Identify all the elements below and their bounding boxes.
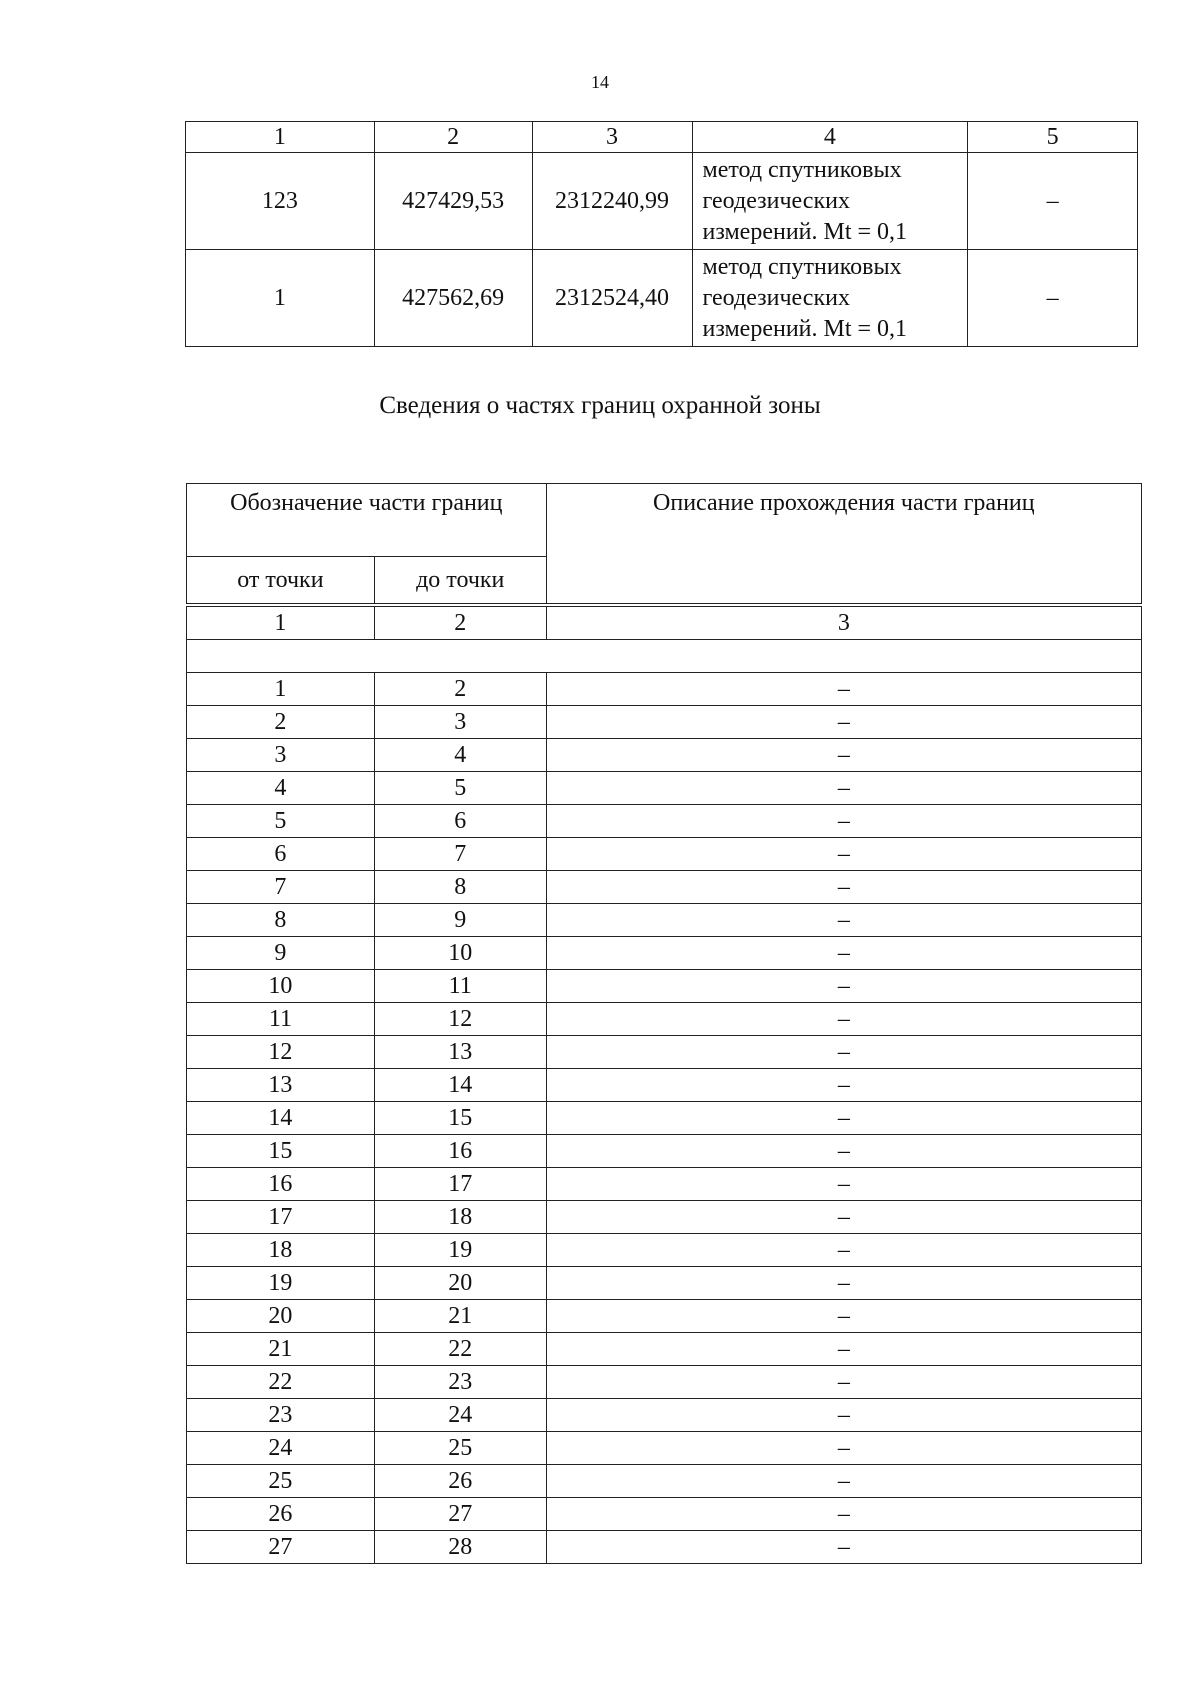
description: –: [546, 1168, 1141, 1201]
from-point: 21: [187, 1333, 375, 1366]
table-row: [187, 1399, 1142, 1432]
x-coordinate: 427562,69: [374, 250, 532, 347]
from-point: 6: [187, 838, 375, 871]
section-title: Сведения о частях границ охранной зоны: [379, 392, 821, 419]
column-number: 1: [187, 605, 375, 640]
to-point: 25: [374, 1432, 546, 1465]
column-number: 2: [374, 605, 546, 640]
to-point: 10: [374, 937, 546, 970]
table-row: [187, 970, 1142, 1003]
from-point: 8: [187, 904, 375, 937]
description: –: [546, 871, 1141, 904]
description: –: [546, 772, 1141, 805]
table-row: [187, 1531, 1142, 1564]
point-number: 1: [186, 250, 375, 347]
description: –: [546, 739, 1141, 772]
y-coordinate: 2312524,40: [532, 250, 692, 347]
from-point: 5: [187, 805, 375, 838]
column-number-row: [186, 122, 1138, 153]
table-row: [187, 871, 1142, 904]
from-point: 14: [187, 1102, 375, 1135]
to-point: 18: [374, 1201, 546, 1234]
method-line: измерений. Mt = 0,1: [702, 218, 908, 245]
to-point: 8: [374, 871, 546, 904]
from-point: 24: [187, 1432, 375, 1465]
column-number: 1: [186, 122, 375, 153]
column-number: 3: [546, 605, 1141, 640]
description: –: [546, 904, 1141, 937]
from-point: 12: [187, 1036, 375, 1069]
from-point: 27: [187, 1531, 375, 1564]
from-point: 22: [187, 1366, 375, 1399]
table-row: [187, 1498, 1142, 1531]
parts-table-body: [187, 484, 1142, 1564]
to-point: 17: [374, 1168, 546, 1201]
from-point: 19: [187, 1267, 375, 1300]
column-number: 2: [374, 122, 532, 153]
description: –: [546, 805, 1141, 838]
description: –: [546, 838, 1141, 871]
description: –: [546, 1399, 1141, 1432]
description: –: [546, 937, 1141, 970]
from-point: 7: [187, 871, 375, 904]
from-point: 20: [187, 1300, 375, 1333]
description: –: [546, 1432, 1141, 1465]
description: –: [546, 1267, 1141, 1300]
boundary-parts-table: [186, 483, 1142, 1564]
table-row: [187, 838, 1142, 871]
column-number: 4: [692, 122, 968, 153]
method-line: измерений. Mt = 0,1: [702, 315, 908, 342]
from-point: 18: [187, 1234, 375, 1267]
from-point: 1: [187, 673, 375, 706]
to-point: 7: [374, 838, 546, 871]
to-point: 2: [374, 673, 546, 706]
column-number-row: [187, 605, 1142, 640]
from-point: 23: [187, 1399, 375, 1432]
table-row: [186, 153, 1138, 250]
to-point: 13: [374, 1036, 546, 1069]
description: –: [546, 970, 1141, 1003]
to-point: 24: [374, 1399, 546, 1432]
from-point: 4: [187, 772, 375, 805]
table-row: [187, 1135, 1142, 1168]
note: –: [968, 153, 1138, 250]
table-row: [187, 1069, 1142, 1102]
description: –: [546, 1498, 1141, 1531]
from-point: 11: [187, 1003, 375, 1036]
description: –: [546, 1069, 1141, 1102]
y-coordinate: 2312240,99: [532, 153, 692, 250]
from-point: 9: [187, 937, 375, 970]
empty-row: [187, 640, 1142, 673]
from-point: 25: [187, 1465, 375, 1498]
to-point: 14: [374, 1069, 546, 1102]
table-row: [187, 739, 1142, 772]
description: –: [546, 1531, 1141, 1564]
table-row: [187, 937, 1142, 970]
to-point: 3: [374, 706, 546, 739]
description: –: [546, 1465, 1141, 1498]
table-row: [187, 706, 1142, 739]
table-row: [187, 805, 1142, 838]
header-to-point: до точки: [374, 557, 546, 606]
from-point: 13: [187, 1069, 375, 1102]
table-row: [187, 1234, 1142, 1267]
method-line: геодезических: [702, 284, 850, 311]
to-point: 19: [374, 1234, 546, 1267]
to-point: 22: [374, 1333, 546, 1366]
from-point: 3: [187, 739, 375, 772]
point-number: 123: [186, 153, 375, 250]
from-point: 16: [187, 1168, 375, 1201]
empty-cell: [187, 640, 1142, 673]
description: –: [546, 1300, 1141, 1333]
to-point: 6: [374, 805, 546, 838]
header-from-point: от точки: [187, 557, 375, 606]
table-row: [187, 772, 1142, 805]
header-boundary-part: Обозначение части границ: [187, 484, 547, 557]
description: –: [546, 1333, 1141, 1366]
header-description: Описание прохождения части границ: [546, 484, 1141, 606]
to-point: 11: [374, 970, 546, 1003]
table-row: [187, 904, 1142, 937]
table-row: [186, 250, 1138, 347]
to-point: 28: [374, 1531, 546, 1564]
note: –: [968, 250, 1138, 347]
measurement-method: [692, 153, 968, 250]
description: –: [546, 1102, 1141, 1135]
table-row: [187, 1036, 1142, 1069]
x-coordinate: 427429,53: [374, 153, 532, 250]
method-line: геодезических: [702, 187, 850, 214]
header-row: [187, 484, 1142, 557]
table-row: [187, 1267, 1142, 1300]
from-point: 17: [187, 1201, 375, 1234]
table-row: [187, 1432, 1142, 1465]
table-row: [187, 1465, 1142, 1498]
from-point: 15: [187, 1135, 375, 1168]
table-row: [187, 1102, 1142, 1135]
description: –: [546, 706, 1141, 739]
table-row: [187, 1168, 1142, 1201]
description: –: [546, 1234, 1141, 1267]
from-point: 10: [187, 970, 375, 1003]
description: –: [546, 1036, 1141, 1069]
table-row: [187, 1003, 1142, 1036]
method-line: метод спутниковых: [702, 156, 902, 183]
description: –: [546, 1135, 1141, 1168]
description: –: [546, 673, 1141, 706]
table-row: [187, 1366, 1142, 1399]
to-point: 23: [374, 1366, 546, 1399]
from-point: 26: [187, 1498, 375, 1531]
to-point: 4: [374, 739, 546, 772]
table-row: [187, 673, 1142, 706]
to-point: 21: [374, 1300, 546, 1333]
to-point: 26: [374, 1465, 546, 1498]
table-row: [187, 1300, 1142, 1333]
coordinates-table: [185, 121, 1138, 347]
from-point: 2: [187, 706, 375, 739]
to-point: 5: [374, 772, 546, 805]
description: –: [546, 1003, 1141, 1036]
to-point: 12: [374, 1003, 546, 1036]
to-point: 9: [374, 904, 546, 937]
method-line: метод спутниковых: [702, 253, 902, 280]
table-row: [187, 1201, 1142, 1234]
to-point: 20: [374, 1267, 546, 1300]
to-point: 16: [374, 1135, 546, 1168]
description: –: [546, 1201, 1141, 1234]
column-number: 3: [532, 122, 692, 153]
to-point: 15: [374, 1102, 546, 1135]
measurement-method: [692, 250, 968, 347]
description: –: [546, 1366, 1141, 1399]
page-number: 14: [591, 72, 609, 92]
table-row: [187, 1333, 1142, 1366]
to-point: 27: [374, 1498, 546, 1531]
column-number: 5: [968, 122, 1138, 153]
